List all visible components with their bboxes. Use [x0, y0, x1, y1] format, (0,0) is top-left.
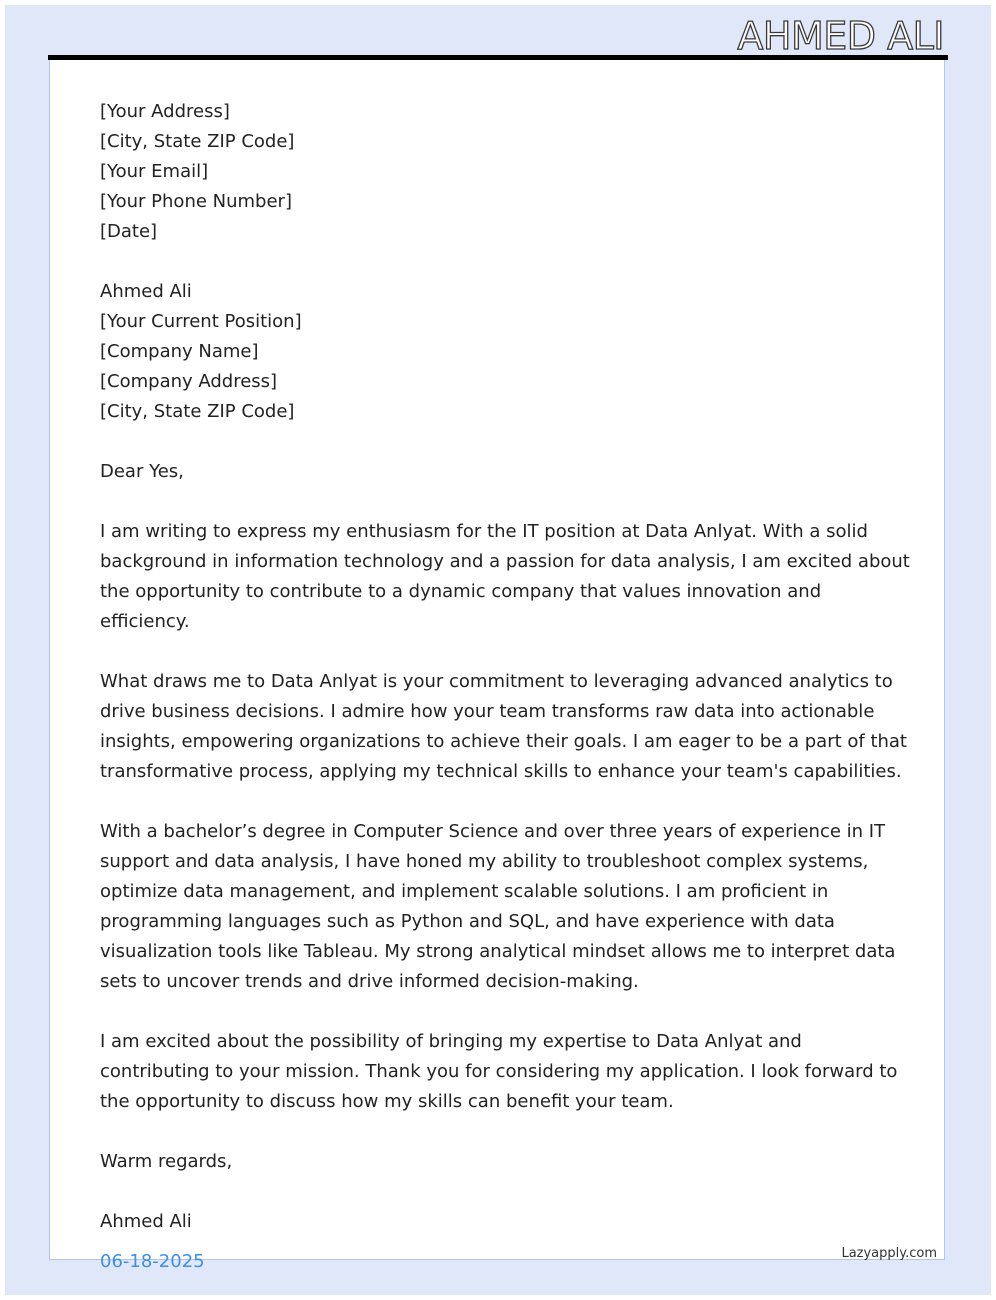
sender-city-state-zip: [City, State ZIP Code]	[100, 131, 295, 152]
paragraph-line: With a bachelor’s degree in Computer Science and over three years of experience in IT	[100, 821, 886, 842]
signature: Ahmed Ali	[100, 1211, 192, 1232]
body-paragraph-4	[100, 1027, 900, 1117]
watermark: Lazyapply.com	[841, 1246, 937, 1261]
paragraph-line: What draws me to Data Anlyat is your commitment to leveraging advanced analytics to	[100, 671, 893, 692]
recipient-block	[100, 277, 900, 427]
sender-phone: [Your Phone Number]	[100, 191, 292, 212]
paragraph-line: visualization tools like Tableau. My strong analytical mindset allows me to interpret data	[100, 941, 896, 962]
paragraph-line: contributing to your mission. Thank you for considering my application. I look forward to	[100, 1061, 898, 1082]
body-paragraph-2	[100, 667, 907, 787]
paragraph-line: background in information technology and a passion for data analysis, I am excited about	[100, 551, 910, 572]
paragraph-line: support and data analysis, I have honed my ability to troubleshoot complex systems,	[100, 851, 869, 872]
sender-block	[100, 97, 900, 247]
paragraph-line: drive business decisions. I admire how your team transforms raw data into actionable	[100, 701, 875, 722]
sender-address: [Your Address]	[100, 101, 230, 122]
paragraph-line: I am excited about the possibility of bringing my expertise to Data Anlyat and	[100, 1031, 802, 1052]
recipient-company: [Company Name]	[100, 341, 259, 362]
letter-body	[100, 97, 910, 1237]
paragraph-line: I am writing to express my enthusiasm for the IT position at Data Anlyat. With a solid	[100, 521, 868, 542]
paragraph-line: the opportunity to discuss how my skills can benefit your team.	[100, 1091, 674, 1112]
body-paragraph-1	[100, 517, 910, 637]
paragraph-line: sets to uncover trends and drive informed decision-making.	[100, 971, 639, 992]
recipient-position: [Your Current Position]	[100, 311, 302, 332]
salutation: Dear Yes,	[100, 461, 184, 482]
paragraph-line: the opportunity to contribute to a dynamic company that values innovation and	[100, 581, 822, 602]
paragraph-line: transformative process, applying my technical skills to enhance your team's capabilities.	[100, 761, 902, 782]
sender-date: [Date]	[100, 221, 158, 242]
footer-date: 06-18-2025	[100, 1251, 205, 1272]
closing: Warm regards,	[100, 1151, 233, 1172]
recipient-name: Ahmed Ali	[100, 281, 192, 302]
header-name: AHMED ALI	[737, 14, 944, 58]
body-paragraph-3	[100, 817, 900, 997]
recipient-company-address: [Company Address]	[100, 371, 278, 392]
paragraph-line: optimize data management, and implement scalable solutions. I am proficient in	[100, 881, 829, 902]
paragraph-line: efficiency.	[100, 611, 190, 632]
paragraph-line: insights, empowering organizations to achieve their goals. I am eager to be a part of that	[100, 731, 907, 752]
recipient-city-state-zip: [City, State ZIP Code]	[100, 401, 295, 422]
paragraph-line: programming languages such as Python and SQL, and have experience with data	[100, 911, 835, 932]
sender-email: [Your Email]	[100, 161, 209, 182]
